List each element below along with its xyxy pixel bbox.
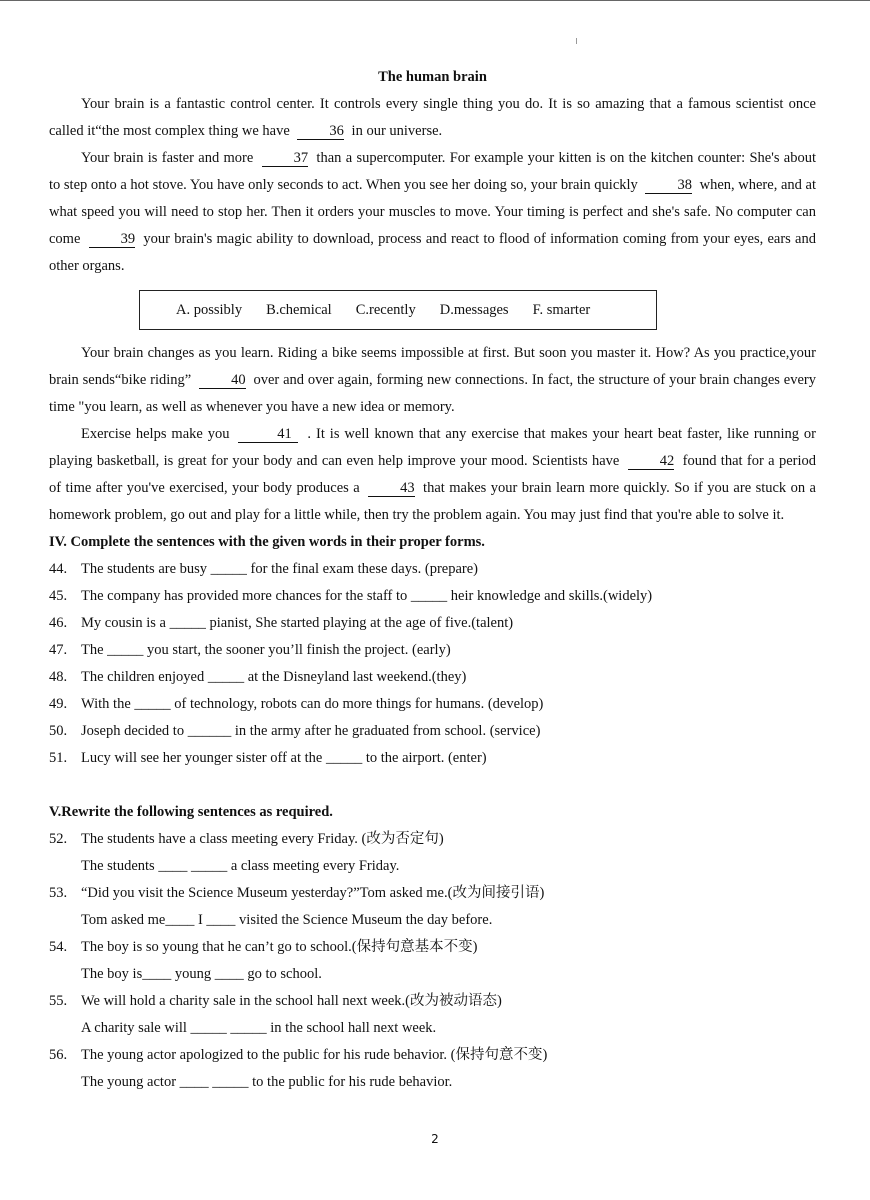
passage bbox=[49, 91, 816, 280]
question-49: 49. With the _____ of technology, robots can do more things for humans. (develop) bbox=[49, 696, 544, 712]
blank-43[interactable]: 43 bbox=[368, 481, 415, 497]
question-46: 46. My cousin is a _____ pianist, She started playing at the age of five.(talent) bbox=[49, 615, 514, 631]
question-50: 50. Joseph decided to ______ in the army after he graduated from school. (service) bbox=[49, 723, 541, 739]
document-page bbox=[49, 64, 816, 1096]
page-number: 2 bbox=[431, 1132, 439, 1146]
paragraph-2: Your brain is faster and more 37 than a supercomputer. For example your kitten is on the kitchen counter: She's about to step onto a hot stove. You have only seconds to act. When you see her doing so, your brain quickly 38 when, where, and at what speed you will need to stop her. Then it orders your muscles to move. Your timing is perfect and she's safe. No computer can come 39 your brain's magic ability to download, process and react to flood of information coming from your eyes, ears and other organs. bbox=[49, 150, 816, 274]
question-52: 52. The students have a class meeting every Friday. (改为否定句) bbox=[49, 831, 444, 847]
option-c: C.recently bbox=[355, 301, 416, 318]
blank-37[interactable]: 37 bbox=[262, 151, 309, 167]
answer-line-53: Tom asked me____ I ____ visited the Science Museum the day before. bbox=[81, 912, 493, 928]
question-53: 53. “Did you visit the Science Museum yesterday?”Tom asked me.(改为间接引语) bbox=[49, 885, 545, 901]
question-48: 48. The children enjoyed _____ at the Disneyland last weekend.(they) bbox=[49, 669, 467, 685]
paragraph-1: Your brain is a fantastic control center. It controls every single thing you do. It is so amazing that a famous scientist once called it“the most complex thing we have 36 in our universe. bbox=[49, 96, 816, 139]
blank-40[interactable]: 40 bbox=[199, 373, 246, 389]
blank-39[interactable]: 39 bbox=[89, 232, 136, 248]
option-f: F. smarter bbox=[532, 301, 591, 318]
answer-line-52: The students ____ _____ a class meeting every Friday. bbox=[81, 858, 400, 874]
section-4-heading: IV. Complete the sentences with the given words in their proper forms. bbox=[49, 534, 485, 550]
scan-mark bbox=[576, 38, 577, 44]
question-47: 47. The _____ you start, the sooner you’ll finish the project. (early) bbox=[49, 642, 451, 658]
question-45: 45. The company has provided more chances for the staff to _____ heir knowledge and skills.(widely) bbox=[49, 588, 653, 604]
section-5-heading: V.Rewrite the following sentences as required. bbox=[49, 804, 333, 820]
paragraph-3: Your brain changes as you learn. Riding a bike seems impossible at first. But soon you master it. How? As you practice,your brain sends“bike riding” 40 over and over again, forming new connections. In fact, the structure of your brain changes every time "you learn, as well as whenever you have a new idea or memory. bbox=[49, 345, 816, 415]
question-56: 56. The young actor apologized to the public for his rude behavior. (保持句意不变) bbox=[49, 1047, 548, 1063]
question-54: 54. The boy is so young that he can’t go to school.(保持句意基本不变) bbox=[49, 939, 478, 955]
question-51: 51. Lucy will see her younger sister off at the _____ to the airport. (enter) bbox=[49, 750, 487, 766]
section-5-items bbox=[49, 826, 816, 1096]
blank-38[interactable]: 38 bbox=[645, 178, 692, 194]
answer-line-54: The boy is____ young ____ go to school. bbox=[81, 966, 322, 982]
blank-36[interactable]: 36 bbox=[297, 124, 344, 140]
option-b: B.chemical bbox=[266, 301, 332, 318]
passage-title: The human brain bbox=[378, 69, 487, 85]
passage-continued bbox=[49, 340, 816, 529]
blank-42[interactable]: 42 bbox=[628, 454, 675, 470]
word-options-box bbox=[139, 290, 657, 330]
paragraph-4: Exercise helps make you 41 . It is well known that any exercise that makes your heart beat faster, like running or playing basketball, is great for your body and can even help improve your mood. Scientists have 42 found that for a period of time after you've exercised, your body produces a 43 that makes your brain learn more quickly. So if you are stuck on a homework problem, go out and play for a little while, then try the problem again. You may just find that you're able to solve it. bbox=[49, 426, 817, 523]
option-a: A. possibly bbox=[176, 301, 243, 318]
option-d: D.messages bbox=[439, 301, 509, 318]
blank-41[interactable]: 41 bbox=[238, 427, 298, 443]
section-4-items bbox=[49, 556, 816, 772]
question-55: 55. We will hold a charity sale in the school hall next week.(改为被动语态) bbox=[49, 993, 502, 1009]
answer-line-55: A charity sale will _____ _____ in the school hall next week. bbox=[81, 1020, 437, 1036]
question-44: 44. The students are busy _____ for the final exam these days. (prepare) bbox=[49, 561, 479, 577]
answer-line-56: The young actor ____ _____ to the public for his rude behavior. bbox=[81, 1074, 453, 1090]
top-rule bbox=[0, 0, 870, 1]
